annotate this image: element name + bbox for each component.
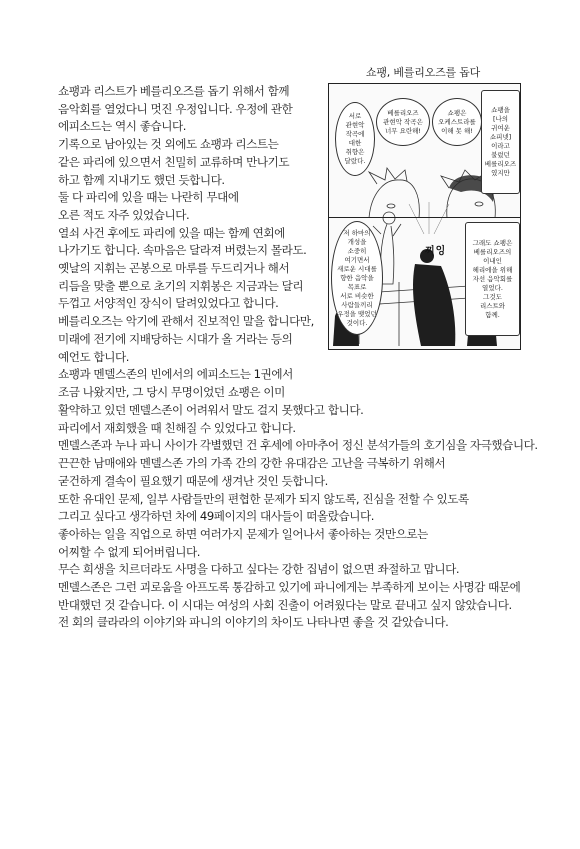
speech-bubble-1: 서로 관현악 작곡에 대한 취향은 달랐다. (335, 102, 375, 176)
speech-bubble-2: 베를리오즈 관현악 작곡은 너무 요란해! (376, 98, 430, 146)
comic-title: 쇼팽, 베를리오즈를 돕다 (365, 66, 481, 79)
comic-illustration (328, 83, 521, 350)
body-text-column: 쇼팽과 리스트가 베를리오즈를 돕기 위해서 함께 음악회를 열었다니 멋진 우정입니다. 우정에 관한 에피소드는 역시 좋습니다. 기록으로 남아있는 것 외에도 쇼팽과 리스트는 같은 파리에 있으면서 친밀히 교류하며 만나기도 하고 함께 지내기도 했던 듯합니다. 둘 다 파리에 있을 때는 나란히 무대에 오른 적도 자주 있었습니다. 열쇠 사건 후에도 파리에 있을 때는 함께 연회에 나가기도 합니다. 속마음은 달라져 버렸는지 몰라도. 옛날의 지휘는 곤봉으로 마루를 두드리거나 해서 리듬을 맞출 뿐으로 초기의 지휘봉은 지금과는 달리 두껍고 서양적인 장식이 달려있었다고 합니다. 베를리오즈는 악기에 관해서 진보적인 말을 합니다만, 미래에 전기에 지배당하는 시대가 올 거라는 등의 예언도 합니다. 쇼팽과 멘델스존의 빈에서의 에피소드는 1권에서 조금 나왔지만, 그 당시 무명이었던 쇼팽은 이미 (58, 84, 314, 399)
speech-bubble-4: 쇼팽을 [나의 귀여운 쇼피넷] 이라고 불렀던 베를리오즈 였지만 (481, 90, 520, 194)
speech-bubble-6: 그래도 쇼팽은 베를리오즈의 이내인 헤리에을 위해 자선 음악회를 열었다. 그것도 리스트와 함께. (465, 222, 520, 336)
speech-bubble-5: 저 하마의 개성을 소중히 여기면서 새로운 시대를 향한 음악을 목표로 서로 비슷한 사람들끼리 우정을 맺었던 것이다. (331, 221, 383, 335)
panel-divider (329, 217, 520, 218)
sound-effect: 찌잉 (425, 246, 447, 257)
body-text-full-width: 활약하고 있던 멘델스존이 어려워서 말도 걸지 못했다고 합니다. 파리에서 재회했을 때 친해질 수 있었다고 합니다. 멘델스존과 누나 파니 사이가 각별했던 건 후세에 아마추어 정신 분석가들의 호기심을 자극했습니다. 끈끈한 남매애와 멘델스존 가의 가족 간의 강한 유대감은 고난을 극복하기 위해서 굳건하게 결속이 필요했기 때문에 생겨난 것인 듯합니다. 또한 유대인 문제, 일부 사람들만의 편협한 문제가 되지 않도록, 진심을 전할 수 있도록 그리고 싶다고 생각하던 차에 49페이지의 대사들이 떠올랐습니다. 좋아하는 일을 직업으로 하면 여러가지 문제가 일어나서 좋아하는 것만으로는 어찌할 수 없게 되어버립니다. 무슨 희생을 치르더라도 사명을 다하고 싶다는 강한 집념이 없으면 좌절하고 맙니다. 멘델스존은 그런 괴로움을 아프도록 통감하고 있기에 파니에게는 부족하게 보이는 사명감 때문에 반대했던 것 같습니다. 이 시대는 여성의 사회 진출이 어려웠다는 말로 끝내고 싶지 않았습니다. 전 회의 클라라의 이야기와 파니의 이야기의 차이도 나타나면 좋을 것 같았습니다. (58, 403, 538, 630)
speech-bubble-3: 쇼팽은 오케스트라를 이해 못 해! (432, 98, 482, 146)
